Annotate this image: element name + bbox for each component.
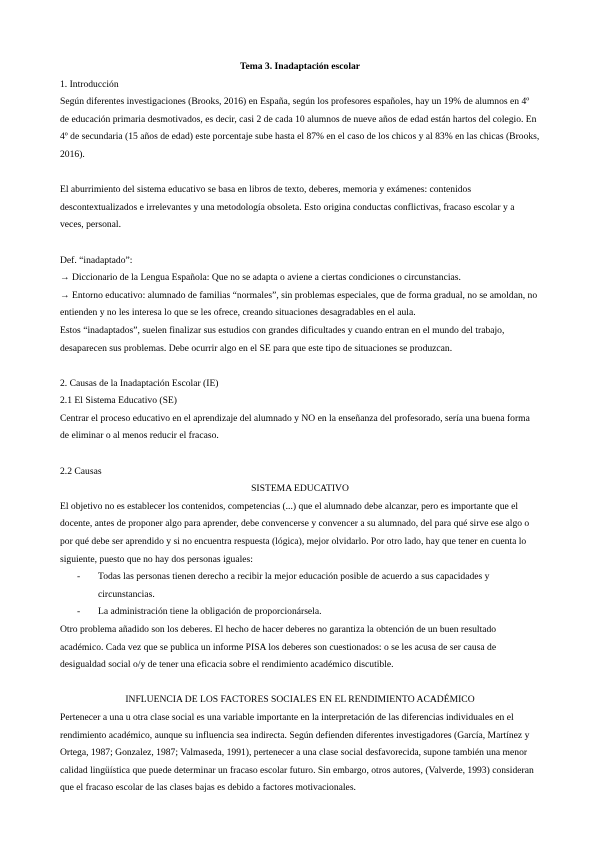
intro-heading: 1. Introducción	[60, 78, 119, 90]
spacer	[60, 234, 540, 252]
influencia-heading: INFLUENCIA DE LOS FACTORES SOCIALES EN EL RENDIMIENTO ACADÉMICO	[125, 694, 475, 706]
list-item	[60, 603, 540, 621]
influencia-paragraph: Pertenecer a una u otra clase social es una variable importante en la interpretación de las diferencias individuales en el rendimiento académico, aunque su influencia sea indirecta. Según defienden diferentes investigadores (García, Martínez y Ortega, 1987; Gonzalez, 1987; Valmaseda, 1991), pertenecer a una clase social desfavorecida, supone también una menor calidad lingüística que puede determinar un fracaso escolar futuro. Sin embargo, otros autores, (Valverde, 1993) consideran que el fracaso escolar de las clases bajas es debido a factores motivacionales.	[60, 711, 534, 794]
spacer	[60, 674, 540, 692]
causes-heading: 2. Causas de la Inadaptación Escolar (IE)	[60, 377, 219, 389]
document-page	[60, 58, 540, 797]
se-heading: 2.1 El Sistema Educativo (SE)	[60, 395, 177, 407]
sistema-paragraph-1: El objetivo no es establecer los contenidos, competencias (...) que el alumnado debe alcanzar, pero es importante que el docente, antes de proponer algo para aprender, debe convencerse y convencer a su alumnado, del para qué sirve ese algo o por qué debe ser aprendido y si no encuentra respuesta (lógica), mejor olvidarlo. Por otro lado, hay que tener en cuenta lo siguiente, puesto que no hay dos personas iguales:	[60, 500, 530, 565]
spacer	[60, 445, 540, 463]
dash-marker: -	[77, 606, 81, 618]
dash-marker: -	[77, 571, 81, 583]
intro-paragraph-1: Según diferentes investigaciones (Brooks, 2016) en España, según los profesores españoles, hay un 19% de alumnos en 4º de educación primaria desmotivados, es decir, casi 2 de cada 10 alumnos de nueve años de edad están hartos del colegio. En 4º de secundaria (15 años de edad) este porcentaje sube hasta el 87% en el caso de los chicos y al 83% en las chicas (Brooks, 2016).	[60, 96, 540, 160]
document-title: Tema 3. Inadaptación escolar	[239, 61, 361, 72]
se-paragraph: Centrar el proceso educativo en el aprendizaje del alumnado y NO en la enseñanza del profesorado, sería una buena forma de eliminar o al menos reducir el fracaso.	[60, 412, 530, 442]
definition-paragraph: Estos “inadaptados”, suelen finalizar sus estudios con grandes dificultades y cuando entran en el mundo del trabajo, desaparecen sus problemas. Debe ocurrir algo en el SE para que este tipo de situaciones se produzcan.	[60, 324, 505, 354]
intro-paragraph-2: El aburrimiento del sistema educativo se basa en libros de texto, deberes, memoria y exámenes: contenidos descontextualizados e irrelevantes y una metodología obsoleta. Esto origina conductas conflictivas, fracaso escolar y a veces, personal.	[60, 184, 515, 231]
sistema-paragraph-2: Otro problema añadido son los deberes. El hecho de hacer deberes no garantiza la obtención de un buen resultado académico. Cada vez que se publica un informe PISA los deberes son cuestionados: o se les acusa de ser causa de desigualdad social o/y de tener una eficacia sobre el rendimiento académico discutible.	[60, 624, 497, 671]
sistema-bullet-list	[60, 568, 540, 621]
list-item-text: La administración tiene la obligación de proporcionársela.	[98, 606, 322, 618]
spacer	[60, 164, 540, 182]
list-item-text: Todas las personas tienen derecho a recibir la mejor educación posible de acuerdo a sus capacidades y circunstancias.	[98, 571, 490, 600]
causes-subheading: 2.2 Causas	[60, 465, 102, 477]
definition-item-educational: → Entorno educativo: alumnado de familias “normales”, sin problemas especiales, que de forma gradual, no se amoldan, no entienden y no les interesa lo que se les ofrece, creando situaciones desagradables en el aula.	[60, 289, 538, 319]
list-item	[60, 568, 540, 603]
definition-heading: Def. “inadaptado”:	[60, 254, 133, 266]
sistema-heading: SISTEMA EDUCATIVO	[251, 483, 349, 495]
definition-item-dictionary: → Diccionario de la Lengua Española: Que no se adapta o aviene a ciertas condiciones o circunstancias.	[60, 272, 461, 284]
spacer	[60, 357, 540, 375]
